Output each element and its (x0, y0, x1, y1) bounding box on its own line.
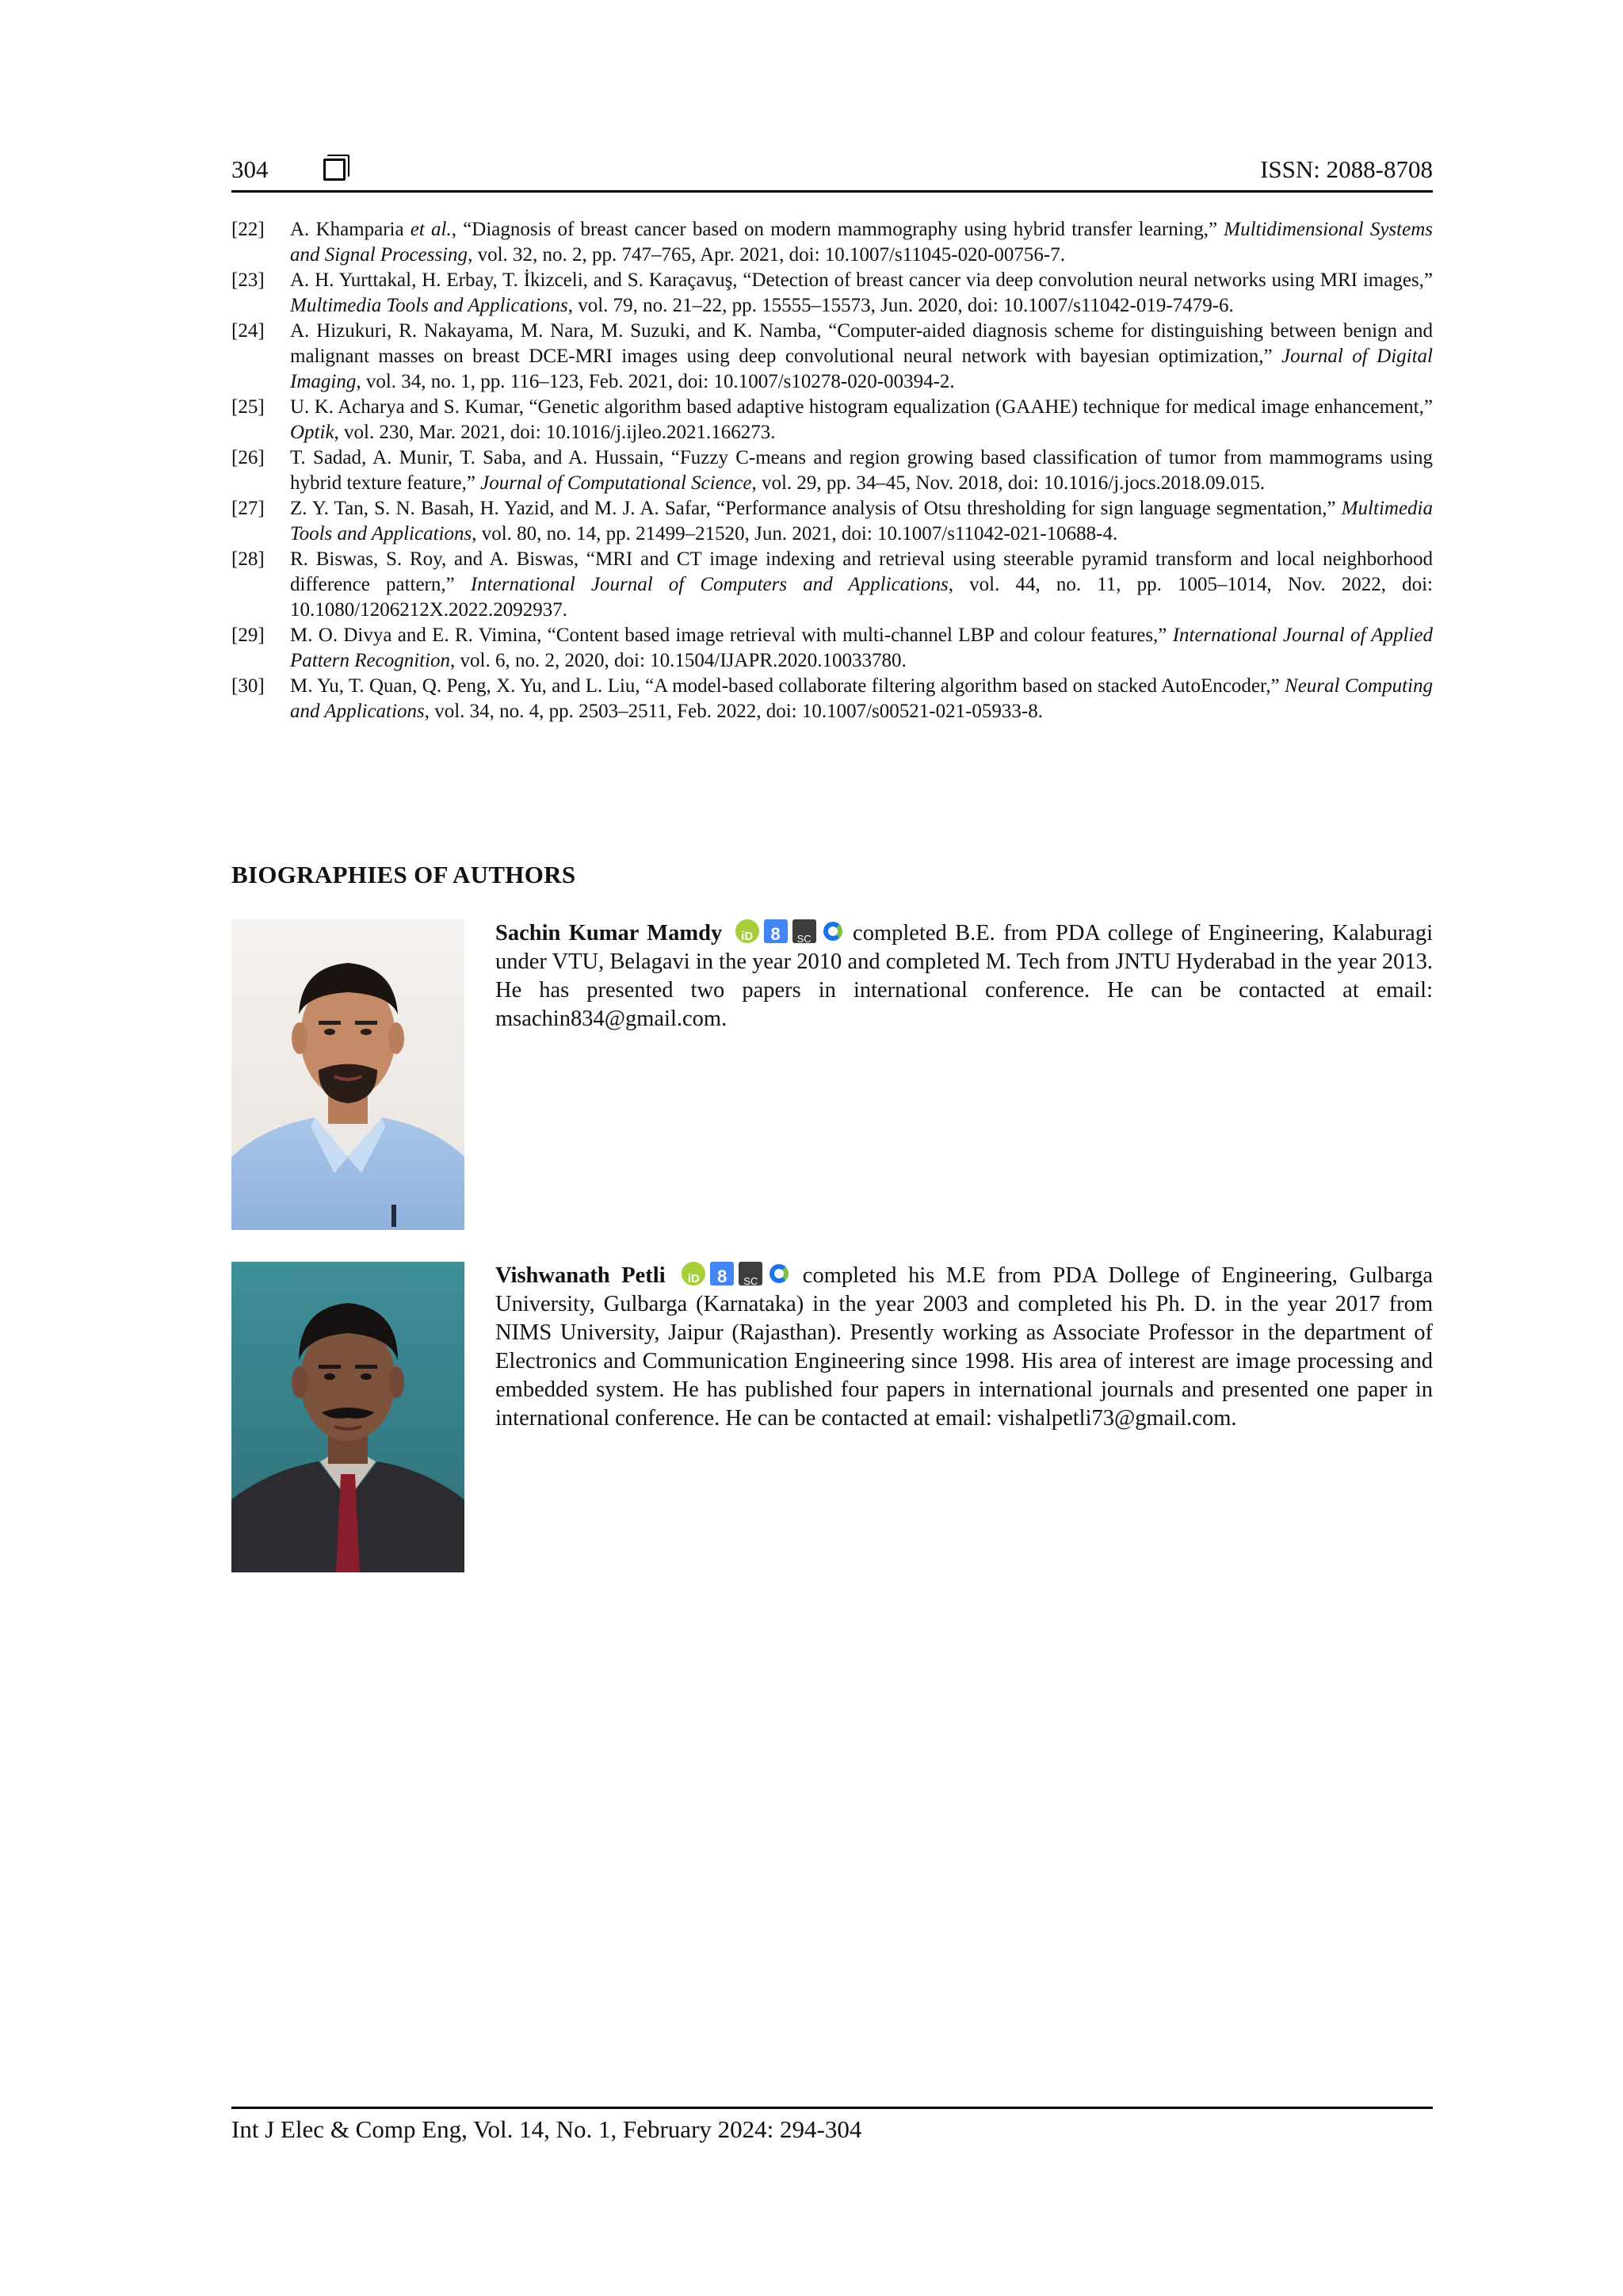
biographies-heading: BIOGRAPHIES OF AUTHORS (231, 861, 576, 888)
reference-text (290, 623, 1433, 674)
bio-text (495, 919, 1433, 1033)
reference-title: , “Content based image retrieval with multi-channel LBP and colour features,” (537, 625, 1173, 646)
reference-list (231, 217, 1433, 724)
reference-text (290, 268, 1433, 319)
publons-icon[interactable] (767, 1262, 791, 1286)
reference-etal: et al. (410, 219, 452, 240)
reference-venue: Optik (290, 422, 334, 443)
reference-details: , vol. 29, pp. 34–45, Nov. 2018, doi: 10.1016/j.jocs.2018.09.015. (751, 472, 1266, 494)
reference-details: , vol. 44, no. 11, pp. 1005–1014, Nov. 2022, doi: 10.1080/1206212X.2022.2092937. (290, 574, 1433, 621)
publons-icon[interactable] (821, 919, 845, 943)
reference-number: [27] (231, 498, 265, 519)
reference-authors: T. Sadad, A. Munir, T. Saba, and A. Hussain (290, 447, 659, 468)
reference-details: , vol. 34, no. 4, pp. 2503–2511, Feb. 2022, doi: 10.1007/s00521-021-05933-8. (424, 701, 1043, 722)
reference-item (231, 395, 1433, 445)
reference-venue: Multidimensional Systems and Signal Processing (290, 219, 1433, 266)
reference-number: [24] (231, 320, 265, 342)
reference-title: , “Fuzzy C-means and region growing based classification of tumor from mammograms using hybrid texture feature,” (290, 447, 1433, 494)
bio-description: completed B.E. from PDA college of Engineering, Kalaburagi under VTU, Belagavi in the year 2010 and completed M. Tech from JNTU Hyderabad in the year 2013. He has presented two papers in international conference. He can be contacted at email: msachin834@gmail.com. (495, 921, 1433, 1031)
reference-details: , vol. 32, no. 2, pp. 747–765, Apr. 2021, doi: 10.1007/s11045-020-00756-7. (468, 244, 1065, 266)
reference-item (231, 496, 1433, 547)
reference-title: , “Performance analysis of Otsu thresholding for sign language segmentation,” (705, 498, 1342, 519)
reference-title: , “Genetic algorithm based adaptive histogram equalization (GAAHE) technique for medical image enhancement,” (518, 396, 1433, 418)
reference-venue: Multimedia Tools and Applications (290, 498, 1433, 544)
scopus-icon[interactable] (792, 919, 816, 943)
issn: ISSN: 2088-8708 (1260, 155, 1433, 183)
reference-text (290, 445, 1433, 496)
reference-venue: Neural Computing and Applications (290, 675, 1433, 722)
reference-number: [26] (231, 447, 265, 468)
reference-number: [28] (231, 548, 265, 570)
author-photo (231, 1262, 464, 1572)
reference-number: [25] (231, 396, 265, 418)
reference-authors: A. Hizukuri, R. Nakayama, M. Nara, M. Suzuki, and K. Namba (290, 320, 817, 342)
reference-title: , “Detection of breast cancer via deep convolution neural networks using MRI images,” (732, 269, 1433, 291)
reference-text (290, 496, 1433, 547)
orcid-icon[interactable] (682, 1262, 705, 1286)
reference-title: , “A model-based collaborate filtering algorithm based on stacked AutoEncoder,” (635, 675, 1285, 697)
box-icon (323, 159, 346, 181)
author-name: Vishwanath Petli (495, 1263, 666, 1288)
reference-details: , vol. 80, no. 14, pp. 21499–21520, Jun. 2021, doi: 10.1007/s11042-021-10688-4. (472, 523, 1118, 544)
reference-authors: Z. Y. Tan, S. N. Basah, H. Yazid, and M. J. A. Safar (290, 498, 706, 519)
reference-authors: A. H. Yurttakal, H. Erbay, T. İkizceli, and S. Karaçavuş (290, 269, 733, 291)
reference-venue: International Journal of Computers and Applications (470, 574, 949, 595)
reference-venue: Journal of Digital Imaging (290, 346, 1433, 392)
page-number: 304 (231, 155, 269, 183)
scopus-icon[interactable] (739, 1262, 762, 1286)
page-footer (231, 2107, 1433, 2144)
reference-text (290, 217, 1433, 268)
reference-venue: International Journal of Applied Pattern Recognition (290, 625, 1433, 671)
footer-citation: Int J Elec & Comp Eng, Vol. 14, No. 1, February 2024: 294-304 (231, 2115, 862, 2143)
reference-item (231, 547, 1433, 623)
bio-text (495, 1262, 1433, 1433)
reference-item (231, 445, 1433, 496)
reference-number: [30] (231, 675, 265, 697)
reference-text (290, 319, 1433, 395)
reference-text (290, 395, 1433, 445)
reference-details: , vol. 6, no. 2, 2020, doi: 10.1504/IJAPR.2020.10033780. (450, 650, 907, 671)
reference-item (231, 623, 1433, 674)
reference-item (231, 268, 1433, 319)
reference-item (231, 217, 1433, 268)
author-photo (231, 919, 464, 1230)
reference-details: , vol. 230, Mar. 2021, doi: 10.1016/j.ijleo.2021.166273. (334, 422, 776, 443)
reference-authors: M. O. Divya and E. R. Vimina (290, 625, 537, 646)
reference-number: [23] (231, 269, 265, 291)
bio-description: completed his M.E from PDA Dollege of Engineering, Gulbarga University, Gulbarga (Karnataka) in the year 2003 and completed his Ph. D. in the year 2017 from NIMS University, Jaipur (Rajasthan). Presently working as Associate Professor in the department of Electronics and Communication Engineering since 1998. His area of interest are image processing and embedded system. He has published four papers in international journals and presented one paper in international conference. He can be contacted at email: vishalpetli73@gmail.com. (495, 1263, 1434, 1431)
reference-title: , “MRI and CT image indexing and retrieval using steerable pyramid transform and local neighborhood difference pattern,” (290, 548, 1433, 595)
orcid-icon[interactable] (735, 919, 759, 943)
reference-authors: A. Khamparia (290, 219, 411, 240)
reference-text (290, 674, 1433, 724)
reference-number: [29] (231, 625, 265, 646)
author-bio (231, 1262, 1433, 1572)
reference-item (231, 319, 1433, 395)
reference-venue: Journal of Computational Science (480, 472, 752, 494)
reference-venue: Multimedia Tools and Applications (290, 295, 568, 316)
reference-details: , vol. 79, no. 21–22, pp. 15555–15573, Jun. 2020, doi: 10.1007/s11042-019-7479-6. (567, 295, 1234, 316)
reference-number: [22] (231, 219, 265, 240)
reference-authors: U. K. Acharya and S. Kumar (290, 396, 519, 418)
reference-title: , “Diagnosis of breast cancer based on modern mammography using hybrid transfer learning,” (451, 219, 1224, 240)
reference-title: , “Computer-aided diagnosis scheme for distinguishing between benign and malignant masses on breast DCE-MRI images using deep convolutional neural network with bayesian optimization,” (290, 320, 1433, 367)
reference-authors: R. Biswas, S. Roy, and A. Biswas (290, 548, 574, 570)
reference-item (231, 674, 1433, 724)
google-scholar-icon[interactable] (710, 1262, 734, 1286)
reference-details: , vol. 34, no. 1, pp. 116–123, Feb. 2021, doi: 10.1007/s10278-020-00394-2. (356, 371, 955, 392)
google-scholar-icon[interactable] (764, 919, 788, 943)
reference-text (290, 547, 1433, 623)
author-bio (231, 919, 1433, 1230)
reference-authors: M. Yu, T. Quan, Q. Peng, X. Yu, and L. Liu (290, 675, 636, 697)
author-name: Sachin Kumar Mamdy (495, 921, 723, 946)
page-header (231, 155, 1433, 193)
